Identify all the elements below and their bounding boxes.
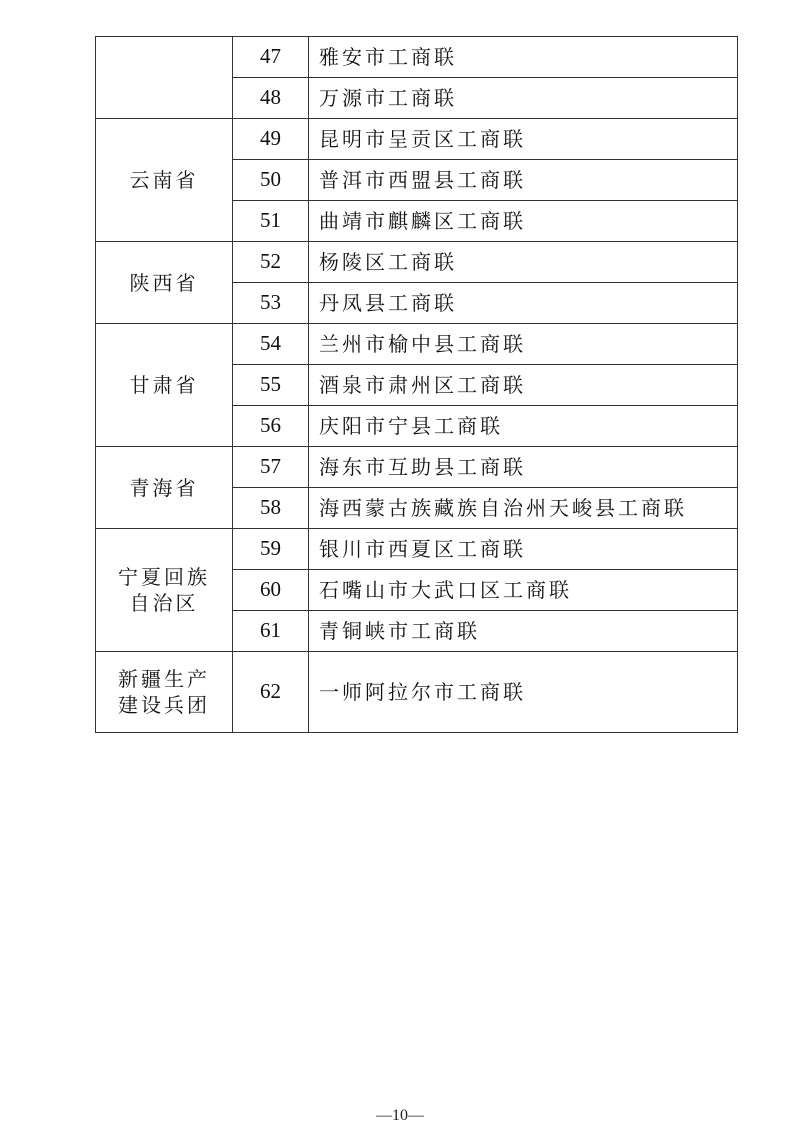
number-cell: 47 xyxy=(233,37,309,78)
organization-name-cell: 石嘴山市大武口区工商联 xyxy=(309,570,738,611)
province-cell xyxy=(96,37,233,119)
organization-name-cell: 一师阿拉尔市工商联 xyxy=(309,652,738,733)
number-cell: 51 xyxy=(233,201,309,242)
number-cell: 55 xyxy=(233,365,309,406)
number-cell: 58 xyxy=(233,488,309,529)
province-cell: 新疆生产 建设兵团 xyxy=(96,652,233,733)
table-row xyxy=(96,447,738,488)
organization-name-cell: 海西蒙古族藏族自治州天峻县工商联 xyxy=(309,488,738,529)
number-cell: 49 xyxy=(233,119,309,160)
number-cell: 54 xyxy=(233,324,309,365)
number-cell: 59 xyxy=(233,529,309,570)
table-row xyxy=(96,37,738,78)
number-cell: 48 xyxy=(233,78,309,119)
number-cell: 53 xyxy=(233,283,309,324)
organization-name-cell: 曲靖市麒麟区工商联 xyxy=(309,201,738,242)
number-cell: 56 xyxy=(233,406,309,447)
table-row xyxy=(96,324,738,365)
province-cell: 青海省 xyxy=(96,447,233,529)
organization-table xyxy=(95,36,738,733)
province-cell: 云南省 xyxy=(96,119,233,242)
province-cell: 甘肃省 xyxy=(96,324,233,447)
number-cell: 61 xyxy=(233,611,309,652)
organization-name-cell: 兰州市榆中县工商联 xyxy=(309,324,738,365)
number-cell: 62 xyxy=(233,652,309,733)
organization-name-cell: 庆阳市宁县工商联 xyxy=(309,406,738,447)
table-row xyxy=(96,529,738,570)
organization-name-cell: 昆明市呈贡区工商联 xyxy=(309,119,738,160)
table-row xyxy=(96,242,738,283)
table-row xyxy=(96,652,738,733)
organization-name-cell: 雅安市工商联 xyxy=(309,37,738,78)
number-cell: 57 xyxy=(233,447,309,488)
table-body xyxy=(96,37,738,733)
number-cell: 52 xyxy=(233,242,309,283)
number-cell: 60 xyxy=(233,570,309,611)
organization-name-cell: 银川市西夏区工商联 xyxy=(309,529,738,570)
organization-name-cell: 万源市工商联 xyxy=(309,78,738,119)
organization-name-cell: 青铜峡市工商联 xyxy=(309,611,738,652)
organization-name-cell: 丹凤县工商联 xyxy=(309,283,738,324)
table-row xyxy=(96,119,738,160)
organization-name-cell: 酒泉市肃州区工商联 xyxy=(309,365,738,406)
organization-name-cell: 杨陵区工商联 xyxy=(309,242,738,283)
organization-name-cell: 海东市互助县工商联 xyxy=(309,447,738,488)
page-number: —10— xyxy=(376,1107,424,1124)
organization-name-cell: 普洱市西盟县工商联 xyxy=(309,160,738,201)
province-cell: 宁夏回族 自治区 xyxy=(96,529,233,652)
province-cell: 陕西省 xyxy=(96,242,233,324)
number-cell: 50 xyxy=(233,160,309,201)
